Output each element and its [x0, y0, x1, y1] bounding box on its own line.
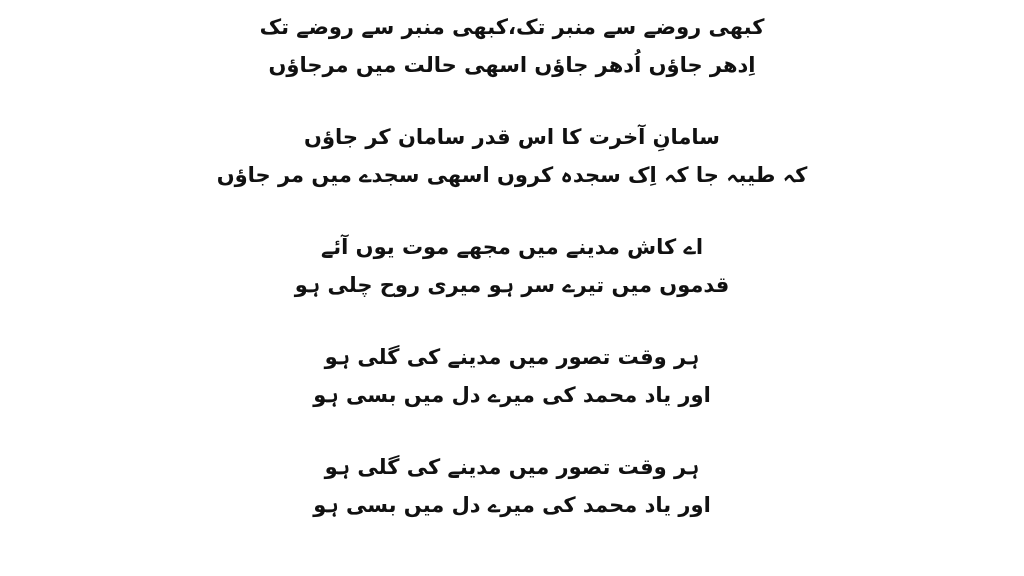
verse-line: سامانِ آخرت کا اس قدر سامان کر جاؤں	[304, 125, 720, 149]
verse-line: ہر وقت تصور میں مدینے کی گلی ہو	[324, 455, 700, 479]
verse-line: کبھی روضے سے منبر تک،کبھی منبر سے روضے تک	[259, 15, 765, 39]
stanza-4	[0, 338, 1024, 414]
verse-line: قدموں میں تیرے سر ہو میری روح چلی ہو	[294, 273, 730, 297]
verse-line: ہر وقت تصور میں مدینے کی گلی ہو	[324, 345, 700, 369]
verse-line: اور یاد محمد کی میرے دل میں بسی ہو	[313, 383, 711, 407]
verse-line: اے کاش مدینے میں مجھے موت یوں آئے	[320, 235, 704, 259]
stanza-1	[0, 8, 1024, 84]
poem	[0, 8, 1024, 558]
stanza-5	[0, 448, 1024, 524]
stanza-2	[0, 118, 1024, 194]
verse-line: اِدھر جاؤں اُدھر جاؤں اسھی حالت میں مرجاؤں	[268, 53, 756, 77]
verse-line: کہ طیبہ جا کہ اِک سجدہ کروں اسھی سجدے میں مر جاؤں	[216, 163, 808, 187]
verse-line: اور یاد محمد کی میرے دل میں بسی ہو	[313, 493, 711, 517]
stanza-3	[0, 228, 1024, 304]
